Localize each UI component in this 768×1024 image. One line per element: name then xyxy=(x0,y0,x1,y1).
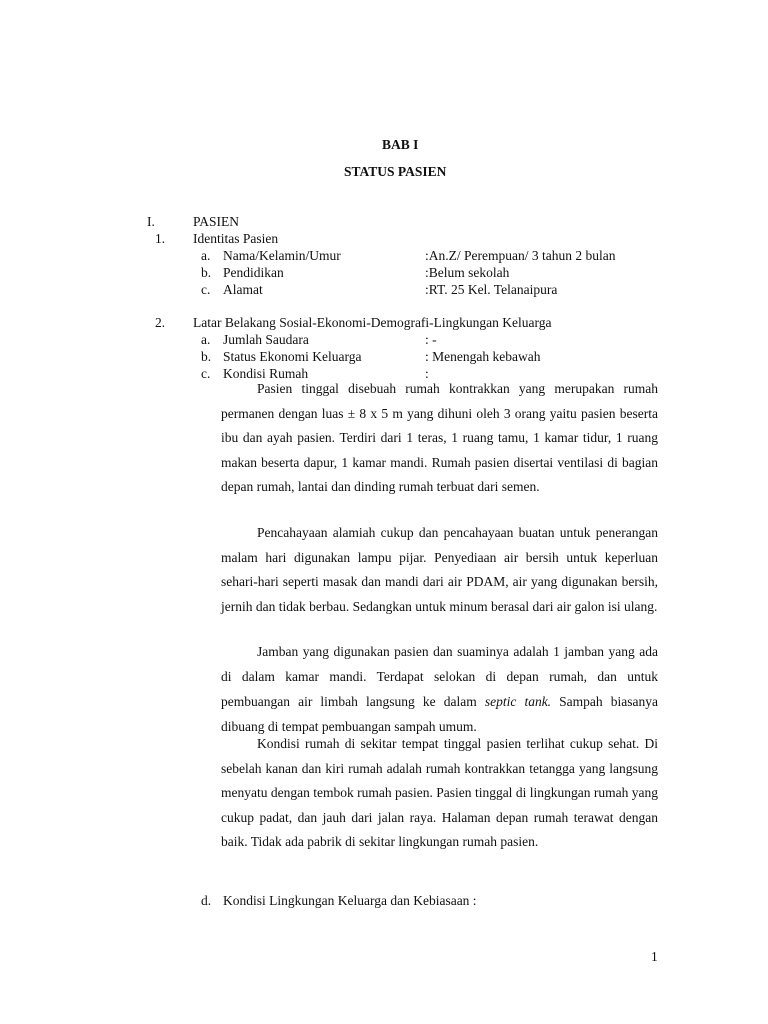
item2-row-letter: a. xyxy=(201,332,211,347)
item1-number: 1. xyxy=(155,231,166,246)
septic-tank-term: septic tank. xyxy=(484,694,552,709)
item2-row-value: : - xyxy=(425,332,437,347)
paragraph-lighting-water: Pencahayaan alamiah cukup dan pencahayaan buatan untuk penerangan malam hari digunakan lampu pijar. Penyediaan air bersih untuk keperluan sehari-hari seperti masak dan mandi dari air PDAM, air yang digunakan bersih, jernih dan tidak berbau. Sedangkan untuk minum berasal dari air galon isi ulang. xyxy=(221,525,658,614)
chapter-heading: BAB I xyxy=(382,137,419,152)
item2-row-label: Status Ekonomi Keluarga xyxy=(223,349,362,364)
item2-row-value: : xyxy=(425,366,429,381)
sanitation-text-end: Sampah biasanya dibuang di tempat pembuangan sampah umum. xyxy=(221,694,659,734)
item1-row-label: Alamat xyxy=(223,282,263,297)
item2-number: 2. xyxy=(155,315,166,330)
item2-label: Latar Belakang Sosial-Ekonomi-Demografi-Lingkungan Keluarga xyxy=(193,315,552,330)
item1-row-letter: c. xyxy=(201,282,211,297)
paragraph-environment: Kondisi rumah di sekitar tempat tinggal pasien terlihat cukup sehat. Di sebelah kanan dan kiri rumah adalah rumah kontrakkan tetangga yang langsung menyatu dengan tembok rumah pasien. Pasien tinggal di lingkungan rumah yang cukup padat, dan jauh dari jalan raya. Halaman depan rumah terawat dengan baik. Tidak ada pabrik di sekitar lingkungan rumah pasien. xyxy=(221,736,658,849)
item1-row-letter: a. xyxy=(201,248,211,263)
item2-row-label: Jumlah Saudara xyxy=(223,332,309,347)
section-label: PASIEN xyxy=(193,214,240,229)
item1-row-letter: b. xyxy=(201,265,212,280)
item2-row-label: Kondisi Rumah xyxy=(223,366,309,381)
item1-row-value: :Belum sekolah xyxy=(425,265,510,280)
item1-row-value: :RT. 25 Kel. Telanaipura xyxy=(425,282,558,297)
item-d-letter: d. xyxy=(201,893,212,908)
page-number: 1 xyxy=(651,949,658,964)
item1-label: Identitas Pasien xyxy=(193,231,279,246)
item1-row-label: Pendidikan xyxy=(223,265,284,280)
page-title: STATUS PASIEN xyxy=(344,164,447,179)
item-d-label: Kondisi Lingkungan Keluarga dan Kebiasaan : xyxy=(223,893,477,908)
item1-row-value: :An.Z/ Perempuan/ 3 tahun 2 bulan xyxy=(425,248,616,263)
paragraph-house-description: Pasien tinggal disebuah rumah kontrakkan yang merupakan rumah permanen dengan luas ± 8 x 5 m yang dihuni oleh 3 orang yaitu pasien beserta ibu dan ayah pasien. Terdiri dari 1 teras, 1 ruang tamu, 1 kamar tidur, 1 ruang makan beserta dapur, 1 kamar mandi. Rumah pasien disertai ventilasi di bagian depan rumah, lantai dan dinding rumah terbuat dari semen. xyxy=(221,381,658,494)
item2-row-letter: b. xyxy=(201,349,212,364)
item2-row-letter: c. xyxy=(201,366,211,381)
sanitation-text-start: Jamban yang digunakan pasien dan suaminya adalah 1 jamban yang ada di dalam kamar mandi. Terdapat selokan di depan rumah, dan untuk pembuangan air limbah langsung ke dalam xyxy=(221,644,658,709)
item1-row-label: Nama/Kelamin/Umur xyxy=(223,248,341,263)
paragraph-sanitation xyxy=(221,639,658,739)
section-number: I. xyxy=(147,214,155,229)
item2-row-value: : Menengah kebawah xyxy=(425,349,541,364)
